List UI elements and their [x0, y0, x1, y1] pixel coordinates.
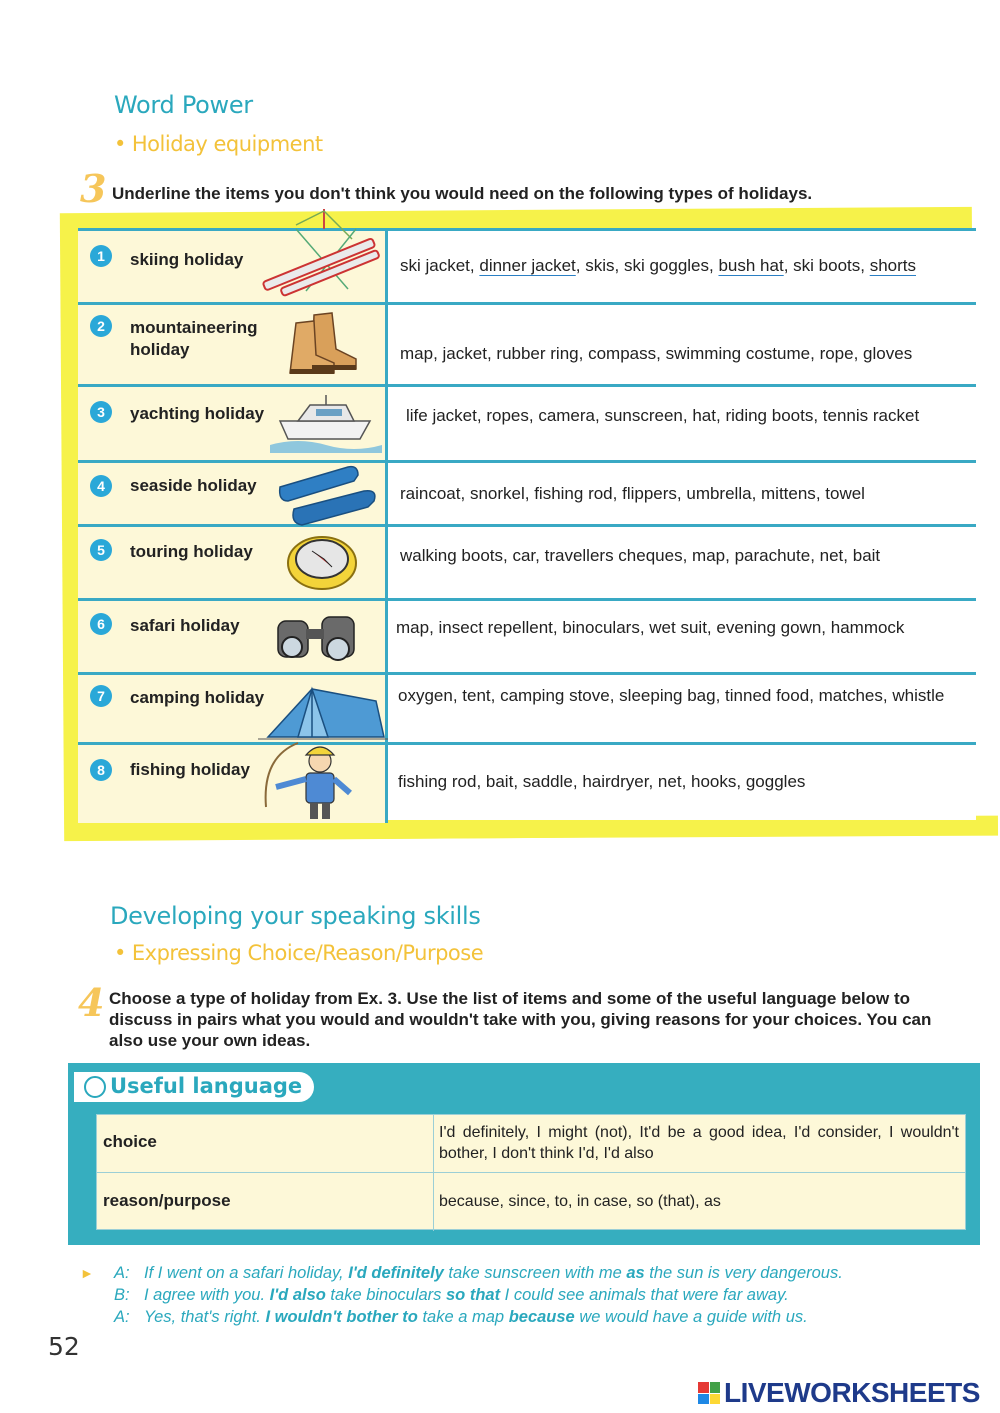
play-arrow-icon: ►	[80, 1265, 94, 1281]
section-title-speaking: Developing your speaking skills	[110, 902, 481, 930]
subtitle-text: Expressing Choice/Reason/Purpose	[131, 941, 484, 965]
compass-icon	[284, 531, 362, 593]
table-row	[78, 745, 976, 823]
holiday-items: ski jacket, dinner jacket, skis, ski goggles, bush hat, ski boots, shorts	[400, 256, 916, 275]
holiday-name: camping holiday	[130, 688, 265, 707]
text-part-bold: I'd definitely	[348, 1264, 444, 1282]
text-part: take a map	[417, 1308, 509, 1326]
item-word[interactable]: mittens	[761, 484, 816, 503]
exercise-number: 4	[78, 980, 105, 1025]
exercise-number: 3	[80, 166, 107, 211]
holiday-name: safari holiday	[130, 616, 240, 635]
text-part: take sunscreen with me	[443, 1264, 627, 1282]
item-word[interactable]: insect repellent	[438, 618, 553, 637]
item-word[interactable]: ropes	[486, 406, 529, 425]
holiday-table	[78, 228, 976, 820]
holiday-name: yachting holiday	[130, 404, 265, 423]
item-word[interactable]: camera	[538, 406, 595, 425]
item-word-underlined[interactable]: dinner jacket	[479, 256, 576, 275]
item-word[interactable]: binoculars	[562, 618, 640, 637]
text-part-bold: so that	[446, 1286, 501, 1304]
item-word[interactable]: hooks	[691, 772, 737, 791]
item-word[interactable]: tent	[462, 686, 491, 705]
language-phrases: I'd definitely, I might (not), It'd be a good idea, I'd consider, I wouldn't bother, I don't think I'd, I'd also	[439, 1124, 959, 1162]
holiday-name: fishing holiday	[130, 760, 250, 779]
item-word[interactable]: umbrella	[686, 484, 752, 503]
liveworksheets-logo	[698, 1378, 980, 1408]
item-word[interactable]: matches	[818, 686, 883, 705]
holiday-items: life jacket, ropes, camera, sunscreen, hat, riding boots, tennis racket	[406, 406, 920, 425]
subtitle-text: Holiday equipment	[131, 132, 323, 156]
table-row	[78, 527, 976, 601]
item-word[interactable]: net	[819, 546, 844, 565]
item-word[interactable]: towel	[825, 484, 865, 503]
language-phrases: because, since, to, in case, so (that), as	[439, 1193, 721, 1210]
holiday-cell	[78, 675, 388, 742]
item-word-underlined[interactable]: bush hat	[718, 256, 784, 275]
item-word[interactable]: hat	[692, 406, 716, 425]
text-part: take binoculars	[325, 1286, 446, 1304]
table-row	[97, 1173, 965, 1231]
text-part-bold: as	[626, 1264, 645, 1282]
dialogue-text	[144, 1284, 789, 1306]
speaker-label: B:	[114, 1286, 130, 1304]
item-word[interactable]: rubber ring	[496, 344, 579, 363]
text-part: Yes, that's right.	[144, 1308, 266, 1326]
item-word[interactable]: fishing rod	[398, 772, 477, 791]
item-word[interactable]: riding boots	[725, 406, 814, 425]
item-word[interactable]: flippers	[622, 484, 677, 503]
language-category: choice	[103, 1132, 157, 1151]
holiday-items: walking boots, car, travellers cheques, map, parachute, net, bait	[400, 546, 881, 565]
text-part-bold: because	[508, 1308, 575, 1326]
item-word[interactable]: tinned food	[725, 686, 810, 705]
flippers-icon	[274, 461, 384, 527]
speaker-label: A:	[114, 1264, 130, 1282]
exercise-instruction: Underline the items you don't think you would need on the following types of holidays.	[112, 184, 813, 203]
language-category: reason/purpose	[103, 1191, 231, 1210]
item-word[interactable]: goggles	[745, 772, 806, 791]
item-word[interactable]: wet suit	[649, 618, 707, 637]
holiday-cell	[78, 305, 388, 384]
holiday-items: raincoat, snorkel, fishing rod, flippers, umbrella, mittens, towel	[400, 484, 865, 503]
item-word[interactable]: whistle	[892, 686, 945, 705]
item-word[interactable]: jacket	[442, 344, 487, 363]
exercise-instruction: Choose a type of holiday from Ex. 3. Use the list of items and some of the useful language below to discuss in pairs what you would and wouldn't take with you, giving reasons for your choices. You can also use your own ideas.	[109, 989, 932, 1050]
item-word[interactable]: hammock	[830, 618, 905, 637]
holiday-items: oxygen, tent, camping stove, sleeping bag, tinned food, matches, whistle	[398, 686, 945, 705]
item-word[interactable]: saddle	[522, 772, 573, 791]
circle-icon	[84, 1076, 106, 1098]
item-word[interactable]: parachute	[734, 546, 811, 565]
item-word[interactable]: rope	[819, 344, 854, 363]
item-word[interactable]: travellers cheques	[544, 546, 683, 565]
dialogue-text	[144, 1262, 843, 1284]
number-badge: 3	[90, 401, 112, 423]
number-badge: 1	[90, 245, 112, 267]
number-badge: 8	[90, 759, 112, 781]
text-part: I agree with you.	[144, 1286, 270, 1304]
item-word[interactable]: life jacket	[406, 406, 477, 425]
item-word[interactable]: ski jacket	[400, 256, 470, 275]
item-word[interactable]: walking boots	[400, 546, 504, 565]
text-part: the sun is very dangerous.	[644, 1264, 843, 1282]
holiday-name: mountaineering holiday	[130, 318, 258, 359]
item-word[interactable]: map	[692, 546, 726, 565]
item-word[interactable]: evening gown	[716, 618, 822, 637]
speaker-label: A:	[114, 1308, 130, 1326]
item-word[interactable]: snorkel	[469, 484, 525, 503]
text-part-bold: I wouldn't bother to	[265, 1308, 418, 1326]
table-row	[97, 1115, 965, 1172]
number-badge: 6	[90, 613, 112, 635]
logo-mark-icon	[698, 1382, 720, 1404]
item-word[interactable]: gloves	[863, 344, 913, 363]
item-word[interactable]: fishing rod	[534, 484, 613, 503]
item-word[interactable]: car	[512, 546, 536, 565]
holiday-cell	[78, 527, 388, 598]
binoculars-icon	[270, 607, 366, 669]
holiday-cell	[78, 387, 388, 460]
number-badge: 5	[90, 539, 112, 561]
item-word-underlined[interactable]: shorts	[869, 256, 916, 275]
number-badge: 2	[90, 315, 112, 337]
table-row	[78, 675, 976, 745]
text-part: we would have a guide with us.	[574, 1308, 808, 1326]
number-badge: 4	[90, 475, 112, 497]
holiday-name: touring holiday	[130, 542, 253, 561]
item-word[interactable]: ski boots	[793, 256, 861, 275]
item-word[interactable]: oxygen	[398, 686, 453, 705]
section-title-word-power: Word Power	[114, 91, 253, 119]
text-part: If I went on a safari holiday,	[144, 1264, 349, 1282]
dialogue-text	[144, 1306, 808, 1328]
item-word[interactable]: bait	[852, 546, 881, 565]
holiday-items: fishing rod, bait, saddle, hairdryer, net, hooks, goggles	[398, 772, 806, 791]
holiday-cell	[78, 463, 388, 524]
table-row	[78, 305, 976, 387]
holiday-items: map, insect repellent, binoculars, wet suit, evening gown, hammock	[396, 618, 905, 637]
boots-icon	[284, 309, 360, 377]
logo-text: LIVEWORKSHEETS	[724, 1377, 980, 1408]
bullet-icon: •	[114, 941, 126, 965]
item-word[interactable]: map	[400, 344, 434, 363]
holiday-cell	[78, 231, 388, 302]
yacht-icon	[270, 391, 382, 453]
table-row	[78, 463, 976, 527]
holiday-cell	[78, 745, 388, 823]
holiday-items: map, jacket, rubber ring, compass, swimming costume, rope, gloves	[400, 344, 913, 363]
item-word[interactable]: raincoat	[400, 484, 461, 503]
useful-language-title: Useful language	[110, 1074, 303, 1098]
text-part-bold: I'd also	[269, 1286, 326, 1304]
text-part: I could see animals that were far away.	[500, 1286, 789, 1304]
table-row	[78, 601, 976, 675]
table-row	[78, 387, 976, 463]
tent-icon	[258, 681, 388, 741]
item-word[interactable]: sleeping bag	[619, 686, 716, 705]
fisherman-icon	[258, 737, 354, 821]
item-word[interactable]: net	[657, 772, 682, 791]
item-word[interactable]: swimming costume	[665, 344, 811, 363]
section-subtitle-holiday-equipment	[114, 132, 323, 156]
holiday-name: skiing holiday	[130, 250, 244, 269]
item-word[interactable]: hairdryer	[582, 772, 649, 791]
bullet-icon: •	[114, 132, 126, 156]
item-word[interactable]: sunscreen	[604, 406, 683, 425]
item-word[interactable]: ski goggles	[623, 256, 710, 275]
table-row	[78, 231, 976, 305]
section-subtitle-expressing	[114, 941, 483, 965]
holiday-cell	[78, 601, 388, 672]
item-word[interactable]: skis	[585, 256, 615, 275]
item-word[interactable]: compass	[588, 344, 657, 363]
item-word[interactable]: camping stove	[500, 686, 610, 705]
page-number: 52	[48, 1332, 80, 1361]
skis-icon	[256, 209, 384, 305]
useful-language-table	[96, 1114, 966, 1230]
item-word[interactable]: bait	[485, 772, 514, 791]
item-word[interactable]: tennis racket	[822, 406, 920, 425]
holiday-name: seaside holiday	[130, 476, 257, 495]
item-word[interactable]: map	[396, 618, 430, 637]
number-badge: 7	[90, 685, 112, 707]
